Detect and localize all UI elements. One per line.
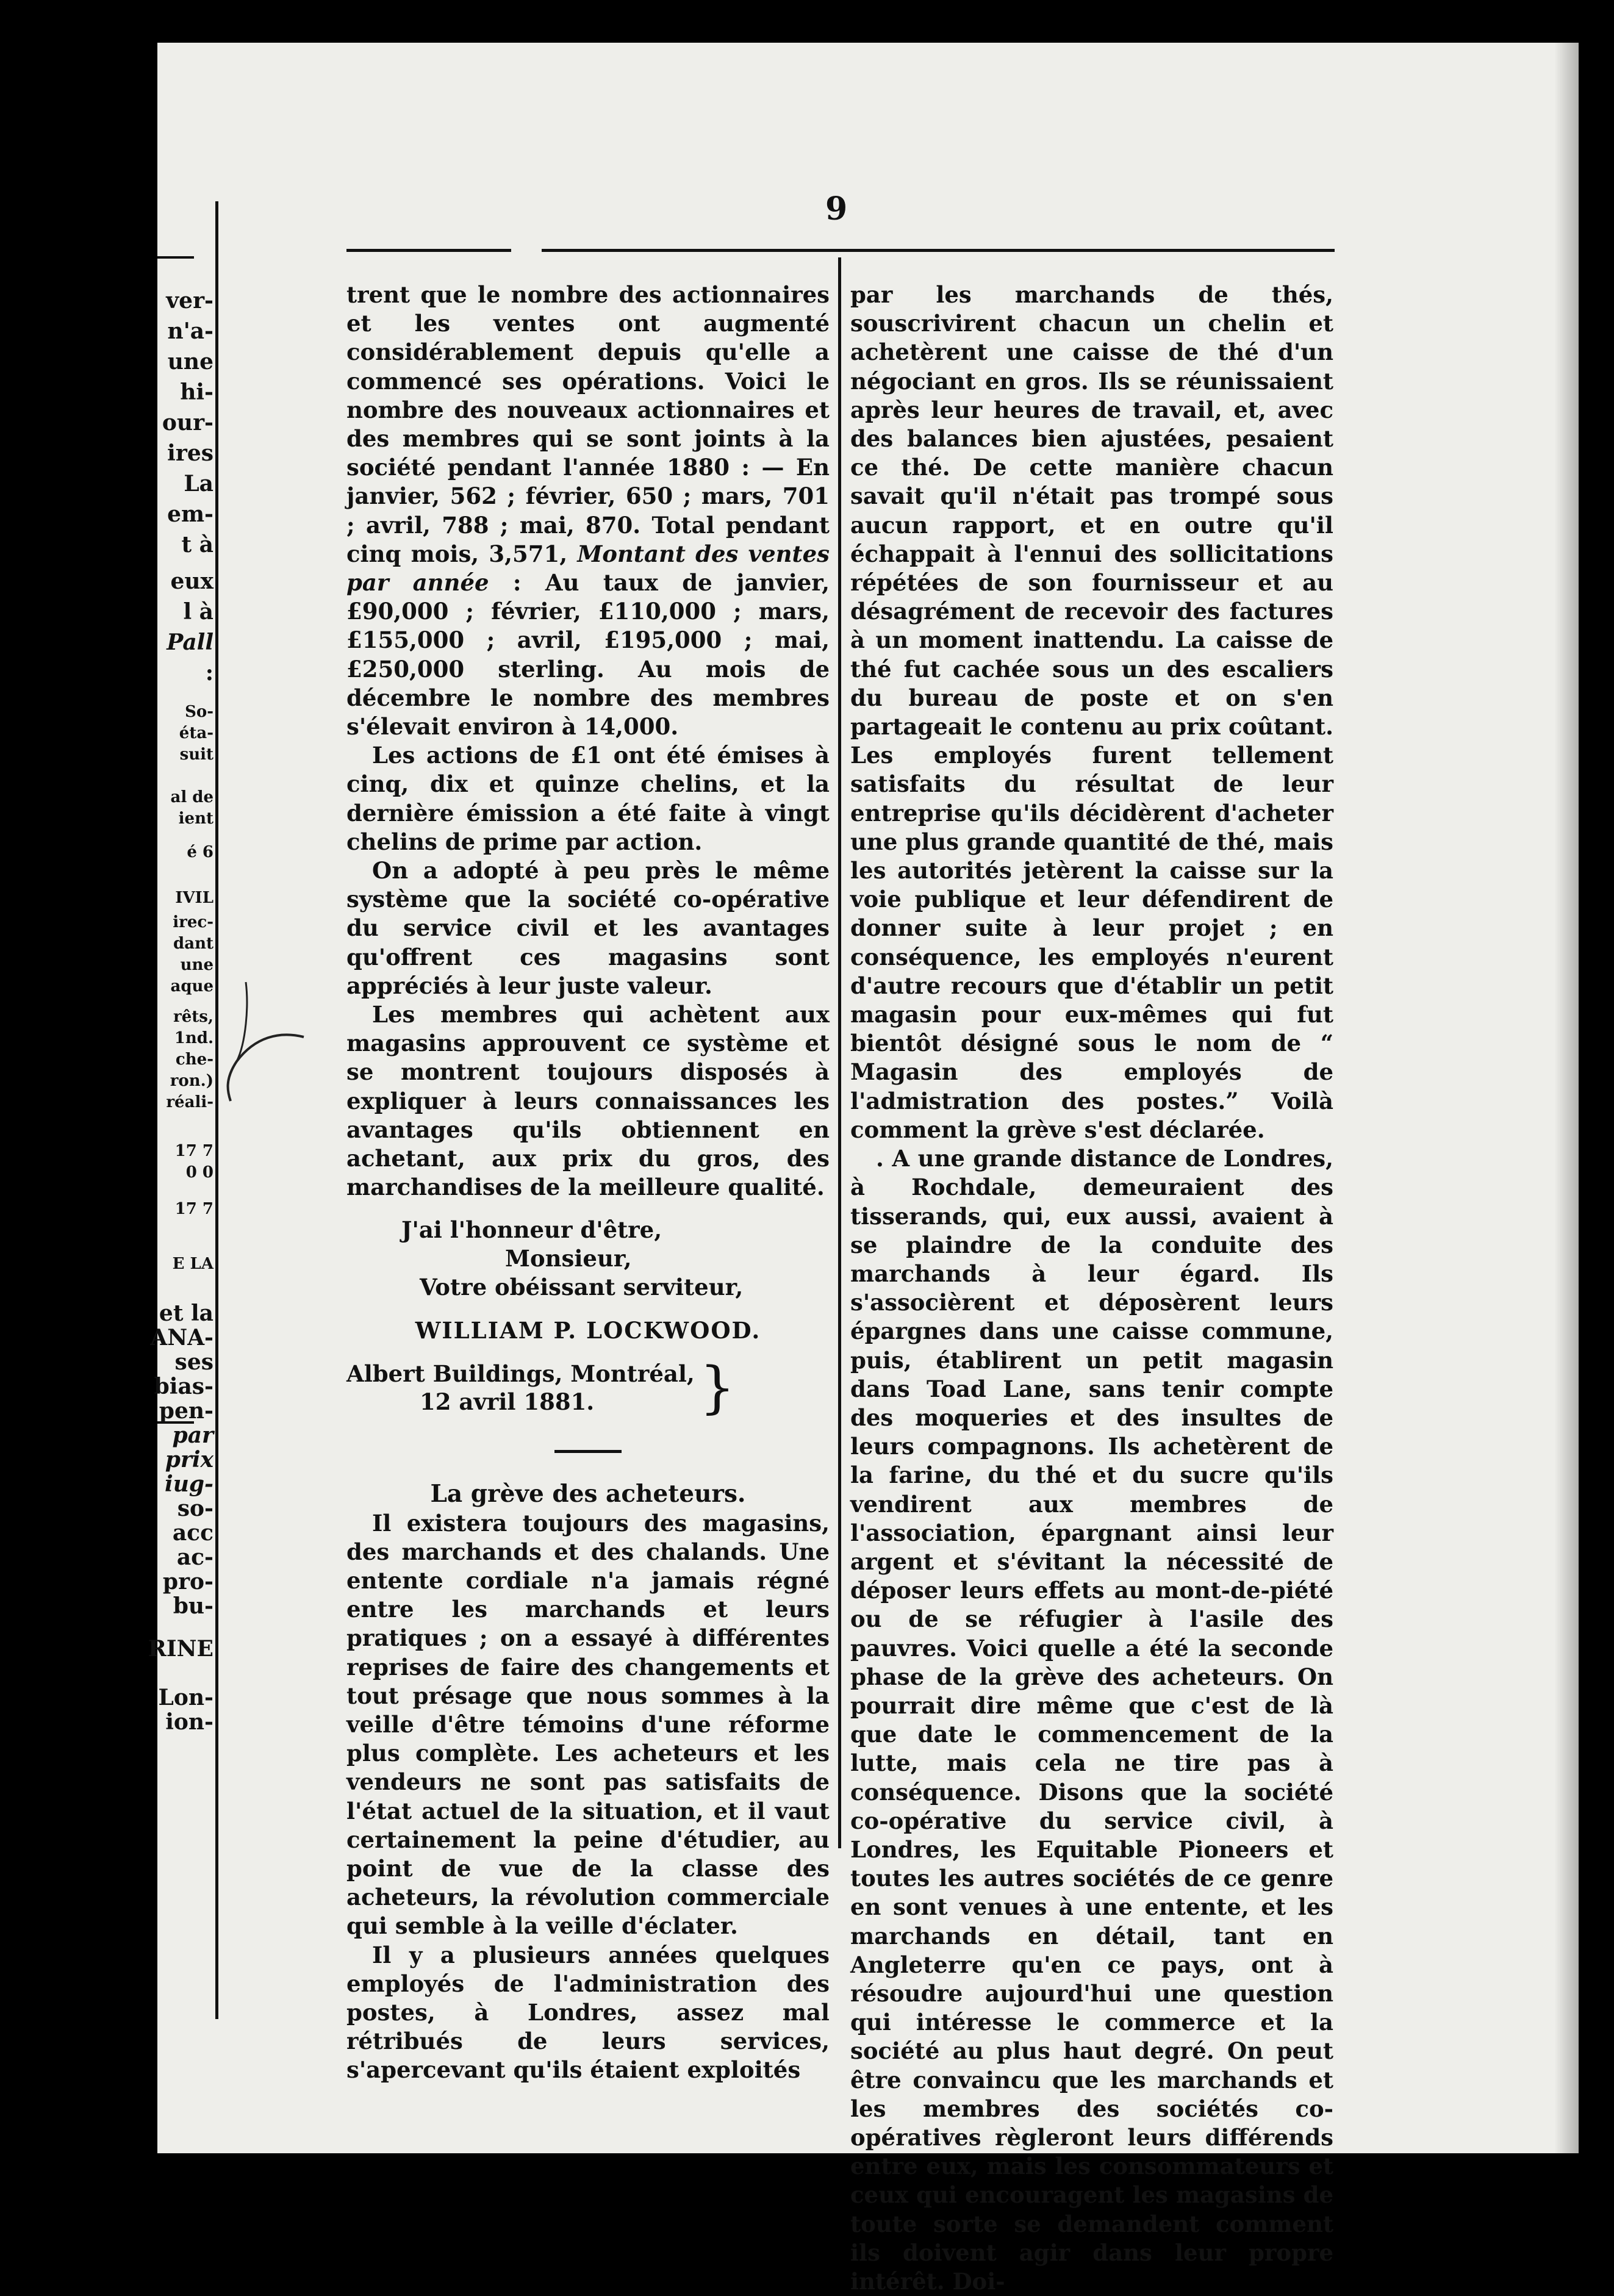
signature-address: [346, 1355, 830, 1421]
signature-line: J'ai l'honneur d'être,: [401, 1216, 662, 1243]
margin-fragment: Lon-: [158, 1685, 213, 1710]
margin-fragment: IVIL: [175, 889, 213, 907]
brace: }: [699, 1355, 736, 1421]
margin-fragment: irec-: [173, 913, 213, 931]
margin-fragment: ion-: [165, 1709, 213, 1735]
paragraph: par les marchands de thés, souscrivirent chacun un chelin et achetèrent une caisse de thé d'un négociant en gros. Ils se réunissaient après leur heures de travail, et, avec des balances bien ajustées, pesaient ce thé. De cette manière chacun savait qu'il n'était pas trompé sous aucun rapport, et en outre qu'il échappait à l'ennui des sollicitations répétées de son fournisseur et au désagrément de recevoir des factures à un moment inattendu. La caisse de thé fut cachée sous un des escaliers du bureau de poste et on s'en partageait le contenu au prix coûtant. Les employés furent tellement satisfaits du résultat de leur entreprise qu'ils décidèrent d'acheter une plus grande quantité de thé, mais les autorités jetèrent la caisse sur la voie publique et leur défendirent de donner suite à leur projet ; en conséquence, les employés n'eurent d'autre recours que d'établir un petit magasin pour eux-mêmes qui fut bientôt désigné sous le nom de “ Magasin des employés de l'admistration des postes.” Voilà comment la grève s'est déclarée.: [850, 281, 1333, 1143]
header-rule-left: [346, 249, 511, 252]
margin-fragment: eux: [170, 569, 213, 594]
header-rule-right: [542, 249, 1335, 252]
newspaper-page: [148, 43, 1579, 2295]
paragraph: Les actions de £1 ont été émises à cinq, dix et quinze chelins, et la dernière émission a été faite à vingt chelins de prime par action.: [346, 742, 830, 855]
margin-fragment: La: [184, 471, 213, 497]
margin-fragment: em-: [167, 501, 213, 527]
margin-fragment: ses: [174, 1349, 213, 1375]
page-edge-shadow: [1554, 43, 1579, 2153]
margin-fragment: pro-: [162, 1569, 213, 1595]
margin-fragment: bu-: [173, 1593, 213, 1619]
margin-fragment: dant: [173, 935, 213, 953]
margin-fragment: our-: [162, 410, 213, 436]
article-title: La grève des acheteurs.: [430, 1480, 746, 1509]
signature-line: Monsieur,: [505, 1244, 632, 1272]
margin-fragment: éta-: [179, 724, 213, 742]
margin-fragment: bias-: [154, 1374, 213, 1399]
cut-off-left-column: [148, 43, 218, 2153]
margin-fragment: une: [180, 956, 213, 974]
margin-fragment: aque: [170, 977, 213, 996]
paragraph-text: : Au taux de janvier, £90,000 ; février, £110,000 ; mars, £155,000 ; avril, £195,000 ; mai, £250,000 sterling. Au mois de décembre le nombre des membres s'élevait environ à 14,000.: [346, 569, 830, 741]
left-column-divider: [215, 201, 218, 2019]
margin-fragment: n'a-: [167, 318, 213, 344]
margin-fragment: é 6: [187, 843, 213, 861]
margin-fragment: par: [172, 1422, 213, 1448]
margin-fragment: suit: [179, 745, 213, 764]
ink-mark: [212, 970, 310, 1104]
margin-fragment: iug-: [165, 1471, 213, 1497]
margin-fragment: so-: [177, 1496, 213, 1521]
paragraph: . A une grande distance de Londres, à Rochdale, demeuraient des tisserands, qui, eux aussi, avaient à se plaindre de la conduite des marchands à leur égard. Ils s'associèrent et déposèrent leurs épargnes dans une caisse commune, puis, établirent un petit magasin dans Toad Lane, sans tenir compte des moqueries et des insultes de leurs compagnons. Ils achetèrent de la farine, du thé et du sucre qu'ils vendirent aux membres de l'association, épargnant ainsi leur argent et s'évitant la nécessité de déposer leurs effets au mont-de-piété ou de se réfugier à l'asile des pauvres. Voici quelle a été la seconde phase de la grève des acheteurs. On pourrait dire même que c'est de là que date le commencement de la lutte, mais cela ne tire pas à conséquence. Disons que la société co-opérative du service civil, à Londres, les Equitable Pioneers et toutes les autres sociétés de ce genre en sont venues à une entente, et les marchands en détail, tant en Angleterre qu'en ce pays, ont à résoudre aujourd'hui une question qui intéresse le commerce et la société au plus haut degré. On peut être convaincu que les marchands et les membres des sociétés co-opératives règleront leurs différends entre eux, mais les consommateurs et ceux qui encouragent les magasins de toute sorte se demandent comment ils doivent agir dans leur propre intérêt. Doi-: [850, 1145, 1333, 2295]
margin-fragment: hi-: [180, 379, 213, 405]
paragraph: [346, 281, 830, 741]
margin-fragment: ron.): [170, 1072, 213, 1090]
page-number: 9: [825, 190, 848, 228]
margin-fragment: 0 0: [185, 1163, 213, 1182]
left-column-rule: [157, 256, 194, 259]
column-divider: [838, 257, 841, 1848]
margin-fragment: ver-: [166, 288, 213, 314]
margin-fragment: So-: [185, 703, 213, 721]
left-column: [346, 281, 830, 2085]
margin-fragment: ANA-: [150, 1325, 213, 1351]
margin-fragment: al de: [170, 788, 213, 806]
margin-fragment: Pall: [167, 630, 213, 655]
paragraph: Les membres qui achètent aux magasins approuvent ce système et se montrent toujours disposés à expliquer à leurs connaissances les avantages qu'ils obtiennent en achetant, aux prix du gros, des marchandises de la meilleure qualité.: [346, 1001, 830, 1201]
address-date: 12 avril 1881.: [420, 1388, 595, 1416]
paragraph: Il existera toujours des magasins, des marchands et des chalands. Une entente cordiale n'a jamais régné entre les marchands et leurs pratiques ; on a essayé à différentes reprises de faire des changements et tout présage que nous sommes à la veille d'être témoins d'une réforme plus complète. Les acheteurs et les vendeurs ne sont pas satisfaits de l'état actuel de la situation, et il vaut certainement la peine d'étudier, au point de vue de la classe des acheteurs, la révolution commerciale qui semble à la veille d'éclater.: [346, 1509, 830, 1940]
signature-line: Votre obéissant serviteur,: [420, 1273, 744, 1300]
margin-fragment: 17 7: [174, 1200, 213, 1218]
margin-fragment: pen-: [159, 1398, 213, 1424]
margin-fragment: ient: [178, 809, 213, 828]
paragraph: On a adopté à peu près le même système que la société co-opérative du service civil et les avantages qu'offrent ces magasins sont appréciés à leur juste valeur.: [346, 857, 830, 999]
margin-fragment: réali-: [166, 1093, 213, 1111]
margin-fragment: 17 7: [174, 1142, 213, 1160]
margin-fragment: E LA: [172, 1255, 213, 1273]
margin-fragment: acc: [172, 1520, 213, 1546]
margin-fragment: RINE: [148, 1636, 213, 1662]
margin-fragment: une: [167, 349, 213, 375]
margin-fragment: ac-: [176, 1544, 213, 1570]
paragraph-text: trent que le nombre des actionnaires et les ventes ont augmenté considérablement depuis qu'elle a commencé ses opérations. Voici le nombre des nouveaux actionnaires et des membres qui se sont joints à la société pendant l'année 1880 : — En janvier, 562 ; février, 650 ; mars, 701 ; avril, 788 ; mai, 870. Total pendant cinq mois, 3,571,: [346, 281, 830, 567]
paragraph: Il y a plusieurs années quelques employés de l'administration des postes, à Londres, assez mal rétribués de leurs services, s'apercevant qu'ils étaient exploités: [346, 1941, 830, 2084]
margin-fragment: l à: [183, 599, 213, 625]
margin-fragment: :: [205, 660, 213, 686]
margin-fragment: rêts,: [173, 1008, 213, 1026]
right-column: [850, 281, 1333, 2296]
address-line: Albert Buildings, Montréal,: [346, 1360, 695, 1388]
margin-fragment: prix: [165, 1447, 213, 1473]
margin-fragment: ires: [167, 440, 213, 466]
margin-fragment: che-: [175, 1050, 213, 1069]
section-rule: [554, 1450, 622, 1453]
margin-fragment: t à: [181, 532, 213, 558]
margin-fragment: 1nd.: [174, 1029, 213, 1047]
margin-fragment: et la: [159, 1300, 213, 1326]
italic-phrase: Montant des ventes par année: [346, 540, 830, 597]
signature-name: WILLIAM P. LOCKWOOD.: [415, 1317, 761, 1344]
